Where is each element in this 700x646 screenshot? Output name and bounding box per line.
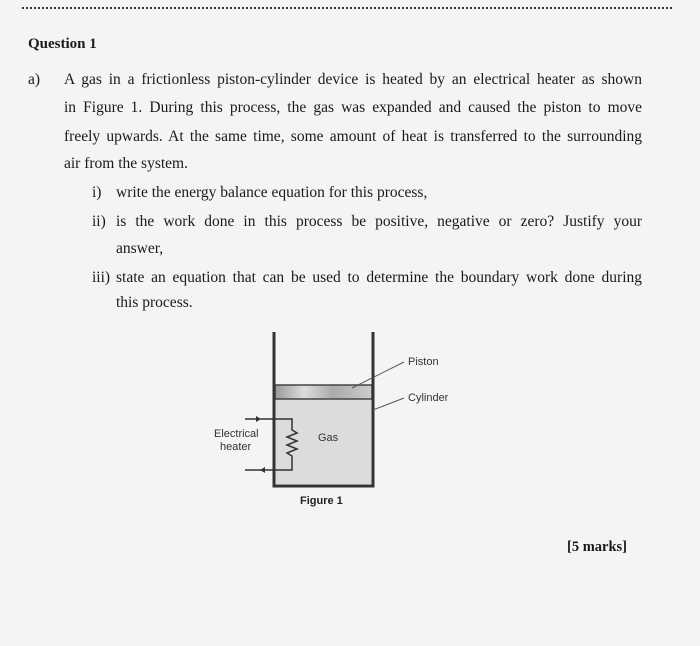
item-text: is the work done in this process be positive, negative or zero? Justify your — [116, 213, 642, 230]
item-text: state an equation that can be used to determine the boundary work done during — [116, 269, 642, 286]
item-number: ii) — [92, 213, 106, 230]
piston-leader-line — [352, 362, 404, 388]
heater-label: Electrical — [214, 428, 259, 440]
item-number: i) — [92, 184, 102, 201]
heater-label: heater — [220, 441, 252, 453]
item-text: answer, — [116, 240, 164, 257]
item-text: this process. — [116, 294, 193, 311]
figure-caption: Figure 1 — [300, 495, 343, 507]
current-arrow-icons — [256, 416, 265, 473]
question-heading: Question 1 — [28, 36, 97, 52]
cylinder-label: Cylinder — [408, 392, 449, 404]
paragraph-line: A gas in a frictionless piston-cylinder device is heated by an electrical heater as shown — [64, 71, 642, 88]
part-label: a) — [28, 71, 41, 88]
piston — [275, 385, 372, 399]
gas-label: Gas — [318, 432, 339, 444]
piston-label: Piston — [408, 356, 439, 368]
paragraph-line: in Figure 1. During this process, the gas was expanded and caused the piston to move — [64, 99, 642, 116]
marks-label: [5 marks] — [567, 539, 628, 555]
cylinder-leader-line — [373, 398, 404, 410]
paragraph-line: freely upwards. At the same time, some amount of heat is transferred to the surrounding — [64, 128, 642, 145]
paragraph-line: air from the system. — [64, 155, 188, 172]
item-number: iii) — [92, 269, 111, 286]
item-text: write the energy balance equation for this process, — [116, 184, 428, 201]
